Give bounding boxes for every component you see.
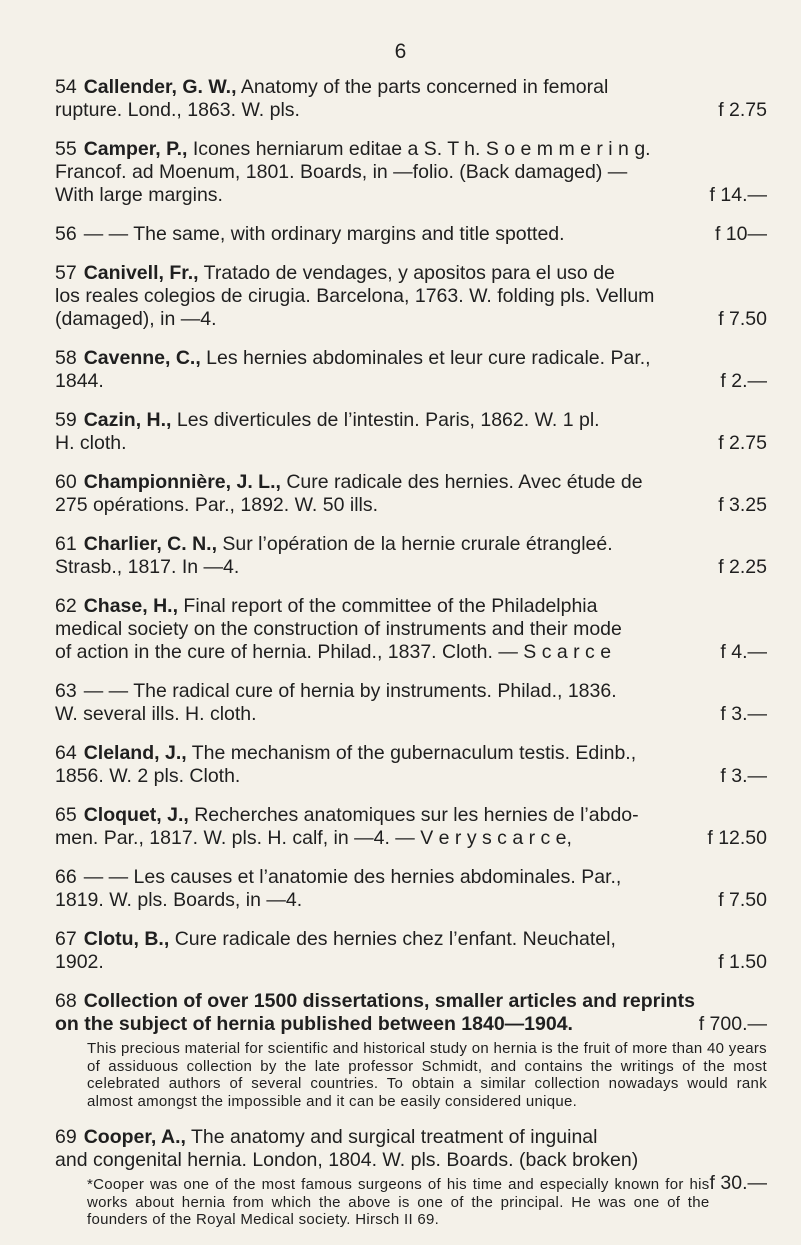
- entry-text: 1856. W. 2 pls. Cloth.: [55, 765, 241, 787]
- entry-price: f 3.—: [720, 703, 767, 725]
- entry-text: medical society on the construction of instruments and their mode: [55, 618, 622, 640]
- entry-67: [55, 928, 767, 974]
- entry-author: Cleland, J.,: [83, 742, 187, 764]
- entry-text: Final report of the committee of the Philadelphia: [183, 595, 598, 617]
- entry-60: [55, 471, 767, 517]
- entry-text: (damaged), in —4.: [55, 308, 217, 330]
- entry-author: Charlier, C. N.,: [83, 533, 217, 555]
- entry-author: Camper, P.,: [83, 138, 188, 160]
- entry-number: 60: [55, 471, 77, 493]
- entry-price: f 2.75: [718, 99, 767, 121]
- entry-list: [55, 76, 767, 1245]
- entry-author: Collection of over 1500 dissertations, smaller articles and reprints: [83, 990, 695, 1012]
- entry-price: f 7.50: [718, 889, 767, 911]
- entry-number: 68: [55, 990, 77, 1012]
- entry-author: — —: [83, 866, 129, 888]
- entry-61: [55, 533, 767, 579]
- entry-number: 55: [55, 138, 77, 160]
- entry-text: Cure radicale des hernies. Avec étude de: [286, 471, 643, 493]
- entry-price: f 4.—: [720, 641, 767, 663]
- entry-author: Canivell, Fr.,: [83, 262, 199, 284]
- entry-text: Les diverticules de l’intestin. Paris, 1862. W. 1 pl.: [176, 409, 600, 431]
- entry-69-note: *Cooper was one of the most famous surgeons of his time and especially known for his works about hernia from which the above is one of the principal. He was one of the founders of the Royal Medical society. Hirsch II 69.: [87, 1176, 710, 1228]
- entry-text: Strasb., 1817. In —4.: [55, 556, 240, 578]
- entry-text: Les causes et l’anatomie des hernies abdominales. Par.,: [133, 866, 622, 888]
- entry-price: f 1.50: [718, 951, 767, 973]
- entry-66: [55, 866, 767, 912]
- entry-price: f 10—: [714, 223, 767, 245]
- entry-author: Cazin, H.,: [83, 409, 172, 431]
- entry-62: [55, 595, 767, 664]
- entry-price: f 3.—: [720, 765, 767, 787]
- entry-text: The anatomy and surgical treatment of inguinal: [191, 1126, 598, 1148]
- entry-price: f 3.25: [718, 494, 767, 516]
- entry-price: f 2.25: [718, 556, 767, 578]
- entry-number: 67: [55, 928, 77, 950]
- entry-number: 54: [55, 76, 77, 98]
- entry-price: f 12.50: [707, 827, 767, 849]
- entry-text: Francof. ad Moenum, 1801. Boards, in —folio. (Back damaged) —: [55, 161, 628, 183]
- entry-64: [55, 742, 767, 788]
- entry-number: 56: [55, 223, 77, 245]
- page-number: 6: [394, 40, 407, 63]
- entry-text: W. several ills. H. cloth.: [55, 703, 257, 725]
- entry-price: f 2.—: [720, 370, 767, 392]
- entry-number: 65: [55, 804, 77, 826]
- entry-price: f 700.—: [698, 1013, 767, 1035]
- entry-68-note: This precious material for scientific and historical study on hernia is the fruit of more than 40 years of assiduous collection by the late professor Schmidt, and contains the writings of the most celebrated authors of several countries. To obtain a similar collection nowadays would rank almost amongst the impossible and it can be easily considered unique.: [87, 1040, 767, 1110]
- entry-text: Cure radicale des hernies chez l’enfant. Neuchatel,: [174, 928, 616, 950]
- entry-57: [55, 262, 767, 331]
- entry-price: f 7.50: [718, 308, 767, 330]
- entry-number: 58: [55, 347, 77, 369]
- entry-text: Tratado de vendages, y apositos para el uso de: [203, 262, 615, 284]
- entry-56: [55, 223, 767, 246]
- entry-author: Clotu, B.,: [83, 928, 170, 950]
- entry-number: 64: [55, 742, 77, 764]
- entry-text: on the subject of hernia published between 1840—1904.: [55, 1013, 573, 1035]
- entry-number: 61: [55, 533, 77, 555]
- entry-text: 1819. W. pls. Boards, in —4.: [55, 889, 303, 911]
- entry-number: 63: [55, 680, 77, 702]
- entry-text: rupture. Lond., 1863. W. pls.: [55, 99, 300, 121]
- entry-number: 57: [55, 262, 77, 284]
- entry-59: [55, 409, 767, 455]
- entry-text: men. Par., 1817. W. pls. H. calf, in —4. — V e r y s c a r c e,: [55, 827, 572, 849]
- entry-54: [55, 76, 767, 122]
- entry-text: 1902.: [55, 951, 104, 973]
- entry-text: Anatomy of the parts concerned in femoral: [240, 76, 609, 98]
- entry-author: Cooper, A.,: [83, 1126, 186, 1148]
- entry-55: [55, 138, 767, 207]
- entry-63: [55, 680, 767, 726]
- entry-author: Championnière, J. L.,: [83, 471, 281, 493]
- entry-text: Sur l’opération de la hernie crurale étrangleé.: [222, 533, 613, 555]
- entry-text: The radical cure of hernia by instruments. Philad., 1836.: [133, 680, 617, 702]
- entry-65: [55, 804, 767, 850]
- entry-text: Icones herniarum editae a S. T h. S o e m m e r i n g.: [192, 138, 651, 160]
- entry-number: 59: [55, 409, 77, 431]
- entry-text: Les hernies abdominales et leur cure radicale. Par.,: [206, 347, 651, 369]
- entry-text: The same, with ordinary margins and title spotted.: [133, 223, 565, 245]
- entry-text: of action in the cure of hernia. Philad., 1837. Cloth. — S c a r c e: [55, 641, 612, 663]
- entry-text: 275 opérations. Par., 1892. W. 50 ills.: [55, 494, 379, 516]
- entry-number: 66: [55, 866, 77, 888]
- entry-number: 69: [55, 1126, 77, 1148]
- entry-text: and congenital hernia. London, 1804. W. pls. Boards. (back broken): [55, 1149, 639, 1171]
- entry-text: Recherches anatomiques sur les hernies de l’abdo-: [194, 804, 639, 826]
- entry-price: f 14.—: [709, 184, 767, 206]
- entry-text: With large margins.: [55, 184, 223, 206]
- entry-author: Chase, H.,: [83, 595, 178, 617]
- entry-number: 62: [55, 595, 77, 617]
- entry-author: Callender, G. W.,: [83, 76, 237, 98]
- entry-68: [55, 990, 767, 1036]
- entry-69: [55, 1126, 767, 1194]
- entry-author: — —: [83, 223, 129, 245]
- entry-price: f 30.—: [709, 1172, 767, 1194]
- entry-text: los reales colegios de cirugia. Barcelona, 1763. W. folding pls. Vellum: [55, 285, 655, 307]
- entry-58: [55, 347, 767, 393]
- entry-author: Cloquet, J.,: [83, 804, 189, 826]
- entry-price: f 2.75: [718, 432, 767, 454]
- entry-text: 1844.: [55, 370, 104, 392]
- entry-author: Cavenne, C.,: [83, 347, 201, 369]
- entry-text: H. cloth.: [55, 432, 127, 454]
- entry-text: The mechanism of the gubernaculum testis. Edinb.,: [191, 742, 637, 764]
- entry-author: — —: [83, 680, 129, 702]
